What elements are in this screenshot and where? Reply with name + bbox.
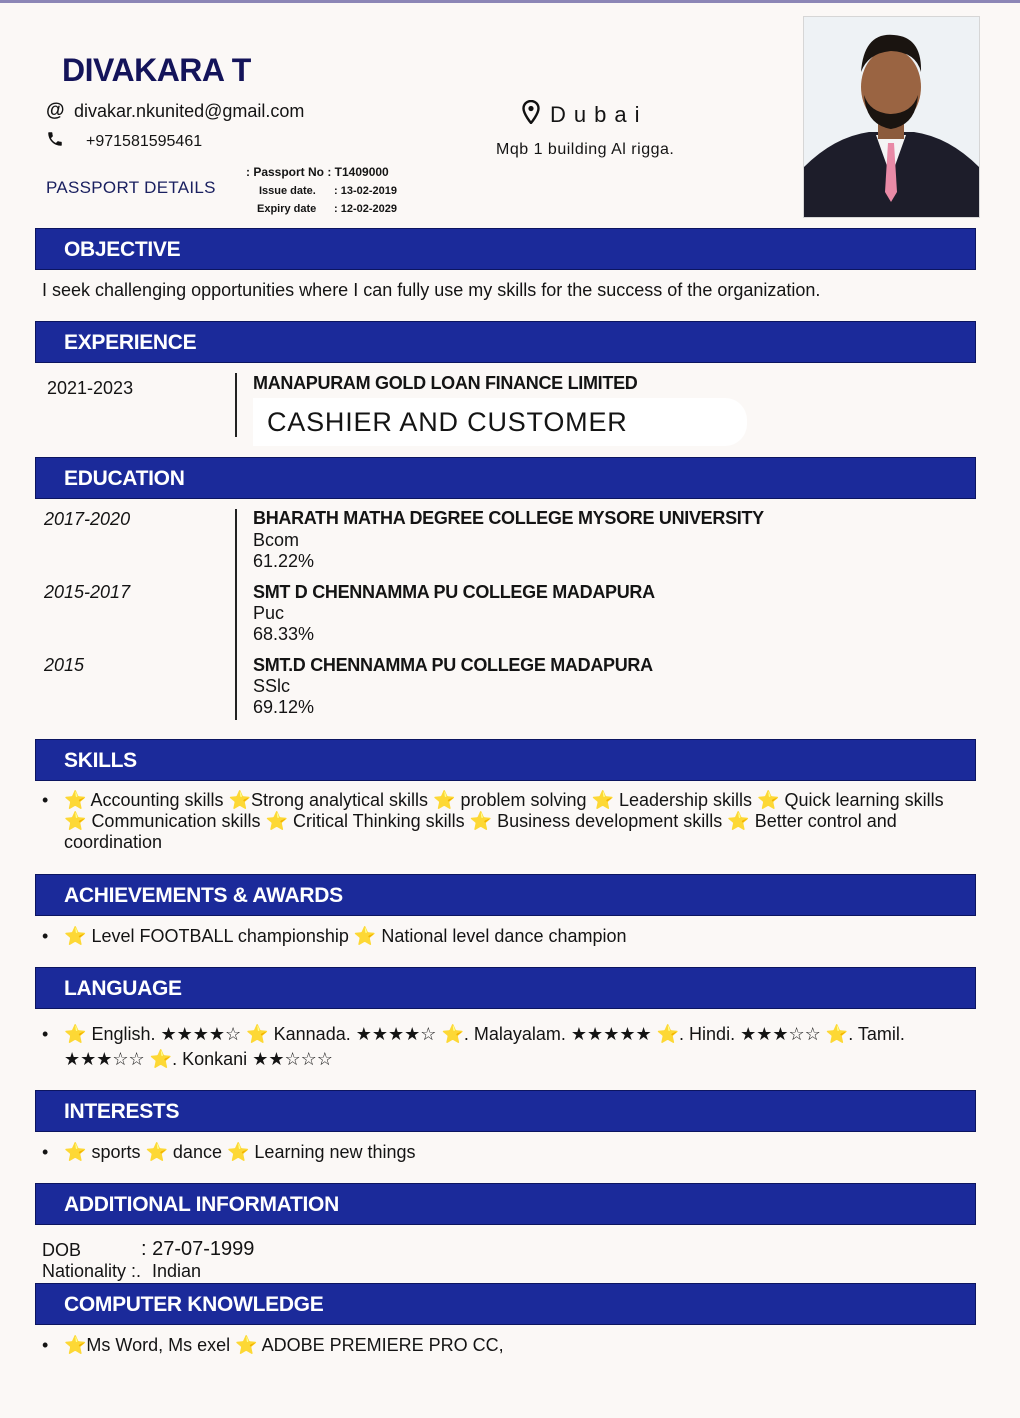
star-icon: ⭐ xyxy=(64,790,87,810)
bullet: • xyxy=(42,1142,49,1162)
star-icon: ⭐ xyxy=(64,926,87,946)
expiry-date-value: : 12-02-2029 xyxy=(334,203,397,215)
section-additional-header: ADDITIONAL INFORMATION xyxy=(35,1183,976,1225)
star-icon: ⭐ xyxy=(246,1024,269,1044)
phone-text: +971581595461 xyxy=(86,133,203,150)
star-icon: ⭐ xyxy=(64,1335,87,1355)
education-divider xyxy=(235,509,237,720)
experience-divider xyxy=(235,373,237,437)
list-item xyxy=(42,1335,972,1356)
star-icon: ⭐ xyxy=(591,790,614,810)
top-border xyxy=(0,0,1020,3)
bullet: • xyxy=(42,1335,49,1355)
phone-row xyxy=(46,130,202,154)
list-item xyxy=(42,1142,972,1163)
dob-label: DOB xyxy=(42,1240,82,1260)
section-achievements-header: ACHIEVEMENTS & AWARDS xyxy=(35,874,976,916)
star-icon: ⭐ xyxy=(235,1335,258,1355)
achievements-list xyxy=(42,926,972,947)
interest-item: Learning new things xyxy=(254,1142,416,1162)
education-years: 2017-2020 xyxy=(44,509,131,529)
email-row xyxy=(46,100,304,122)
star-icon: ⭐ xyxy=(433,790,456,810)
issue-date-label: Issue date. xyxy=(259,185,316,197)
list-item xyxy=(42,1022,972,1072)
education-years: 2015-2017 xyxy=(44,582,131,602)
star-icon: ⭐ xyxy=(825,1024,849,1044)
profile-photo xyxy=(803,16,980,218)
language-name: Kannada. xyxy=(273,1024,351,1044)
language-rating: ★★★★★ xyxy=(570,1024,652,1044)
star-icon: ⭐ xyxy=(469,811,493,831)
bullet: • xyxy=(42,1024,49,1044)
education-course: Puc xyxy=(253,603,285,623)
language-name: . Konkani xyxy=(172,1049,248,1069)
education-score: 61.22% xyxy=(253,551,315,571)
section-computer-header: COMPUTER KNOWLEDGE xyxy=(35,1283,976,1325)
skill-item: Leadership skills xyxy=(618,790,753,810)
skill-item: Communication skills xyxy=(91,811,261,831)
star-icon: ⭐ xyxy=(64,1142,87,1162)
computer-item: ADOBE PREMIERE PRO CC, xyxy=(261,1335,504,1355)
skills-text xyxy=(64,790,944,853)
language-name: . Malayalam. xyxy=(463,1024,566,1044)
computer-item: Ms Word, Ms exel xyxy=(86,1335,231,1355)
education-institution: SMT D CHENNAMMA PU COLLEGE MADAPURA xyxy=(253,582,655,602)
skill-item: Better control and xyxy=(754,811,897,831)
phone-icon xyxy=(46,130,70,154)
education-score: 68.33% xyxy=(253,624,315,644)
language-rating: ★★★☆☆ xyxy=(64,1049,145,1069)
at-icon: @ xyxy=(46,100,65,121)
city-text: Dubai xyxy=(550,102,648,127)
skill-item: Strong analytical skills xyxy=(250,790,429,810)
star-icon: ⭐ xyxy=(145,1142,168,1162)
candidate-name: DIVAKARA T xyxy=(62,52,251,88)
language-rating: ★★☆☆☆ xyxy=(252,1049,333,1069)
language-rating: ★★★★☆ xyxy=(355,1024,437,1044)
language-rating: ★★★★☆ xyxy=(160,1024,242,1044)
education-score: 69.12% xyxy=(253,697,315,717)
star-icon: ⭐ xyxy=(64,1024,87,1044)
experience-years: 2021-2023 xyxy=(47,378,134,398)
objective-text: I seek challenging opportunities where I can fully use my skills for the success of the organization. xyxy=(42,280,821,300)
achievement-item: National level dance champion xyxy=(381,926,627,946)
section-objective-header: OBJECTIVE xyxy=(35,228,976,270)
computer-list xyxy=(42,1335,972,1356)
interests-list xyxy=(42,1142,972,1163)
skill-item: Business development skills xyxy=(497,811,723,831)
passport-number: : Passport No : T1409000 xyxy=(246,165,389,179)
star-icon: ⭐ xyxy=(228,790,251,810)
section-experience-header: EXPERIENCE xyxy=(35,321,976,363)
language-name: . Hindi. xyxy=(679,1024,736,1044)
list-item xyxy=(42,790,972,853)
star-icon: ⭐ xyxy=(757,790,780,810)
list-item xyxy=(42,926,972,947)
bullet: • xyxy=(42,790,49,810)
section-interests-header: INTERESTS xyxy=(35,1090,976,1132)
address-text: Mqb 1 building Al rigga. xyxy=(496,141,675,158)
section-language-header: LANGUAGE xyxy=(35,967,976,1009)
education-institution: SMT.D CHENNAMMA PU COLLEGE MADAPURA xyxy=(253,655,653,675)
skill-item: problem solving xyxy=(460,790,587,810)
location-row xyxy=(522,100,647,130)
dob-value: : 27-07-1999 xyxy=(141,1238,255,1260)
interest-item: sports xyxy=(91,1142,141,1162)
language-name: . Tamil. xyxy=(848,1024,905,1044)
location-pin-icon xyxy=(522,100,540,130)
issue-date-value: : 13-02-2019 xyxy=(334,185,397,197)
section-education-header: EDUCATION xyxy=(35,457,976,499)
star-icon: ⭐ xyxy=(656,1024,680,1044)
email-text: divakar.nkunited@gmail.com xyxy=(74,100,305,121)
star-icon: ⭐ xyxy=(441,1024,464,1044)
nationality-label: Nationality :. xyxy=(42,1261,142,1281)
education-course: Bcom xyxy=(253,530,300,550)
star-icon: ⭐ xyxy=(64,811,87,831)
education-institution: BHARATH MATHA DEGREE COLLEGE MYSORE UNIVERSITY xyxy=(253,508,764,528)
star-icon: ⭐ xyxy=(226,1142,250,1162)
skill-item: Critical Thinking skills xyxy=(292,811,465,831)
language-rating: ★★★☆☆ xyxy=(740,1024,821,1044)
education-years: 2015 xyxy=(44,655,85,675)
star-icon: ⭐ xyxy=(265,811,288,831)
bullet: • xyxy=(42,926,49,946)
section-skills-header: SKILLS xyxy=(35,739,976,781)
skill-item: coordination xyxy=(64,832,163,852)
expiry-date-label: Expiry date xyxy=(257,203,317,215)
skills-list xyxy=(42,790,972,853)
experience-company: MANAPURAM GOLD LOAN FINANCE LIMITED xyxy=(253,373,638,393)
experience-role: CASHIER AND CUSTOMER xyxy=(253,398,747,446)
nationality-value: Indian xyxy=(152,1261,202,1281)
skill-item: Quick learning skills xyxy=(784,790,944,810)
passport-details-title: PASSPORT DETAILS xyxy=(46,178,216,197)
star-icon: ⭐ xyxy=(149,1049,173,1069)
skill-item: Accounting skills xyxy=(90,790,224,810)
education-course: SSlc xyxy=(253,676,291,696)
star-icon: ⭐ xyxy=(353,926,377,946)
achievement-item: Level FOOTBALL championship xyxy=(91,926,349,946)
interest-item: dance xyxy=(172,1142,222,1162)
star-icon: ⭐ xyxy=(727,811,750,831)
language-list xyxy=(42,1022,972,1072)
language-name: English. xyxy=(91,1024,156,1044)
